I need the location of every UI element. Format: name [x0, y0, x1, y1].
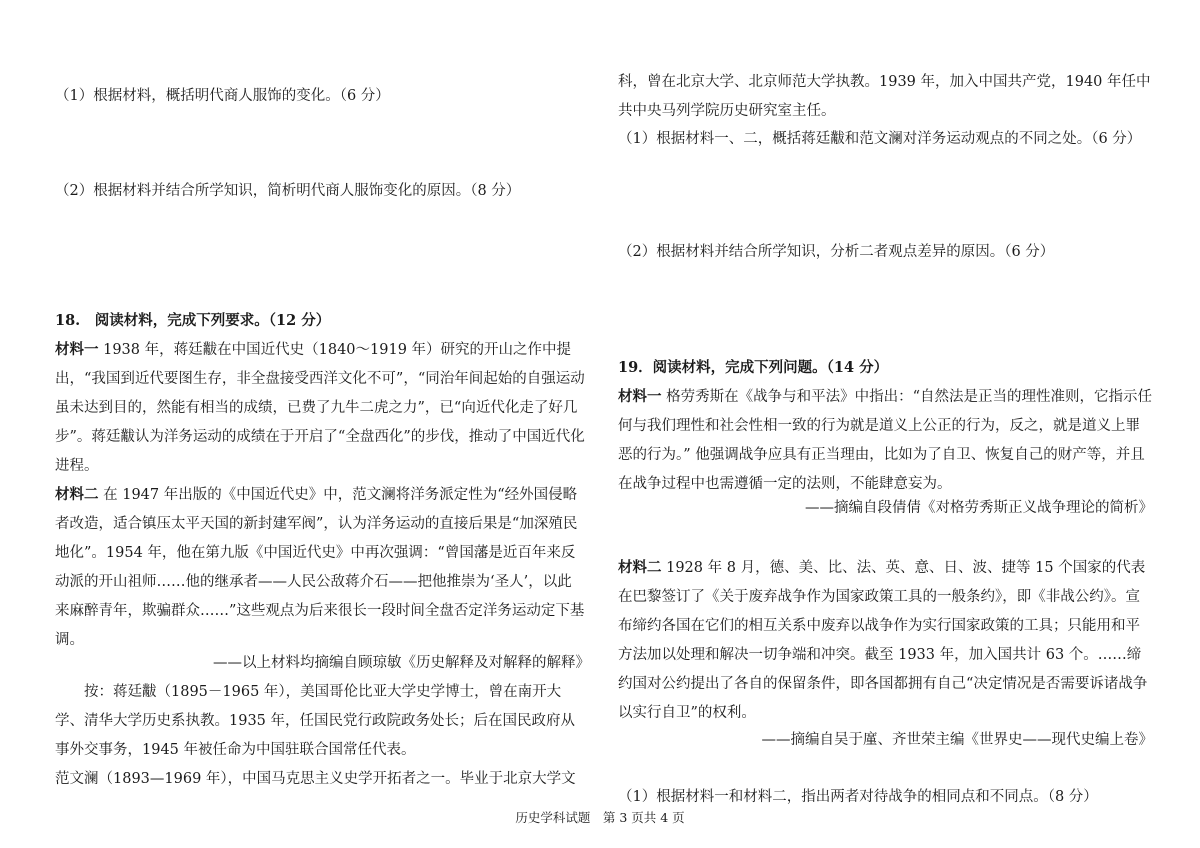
material-1: [55, 335, 585, 481]
question-18-2: （2）根据材料并结合所学知识，分析二者观点差异的原因。（6 分）: [618, 244, 1055, 260]
material-2-text: 在 1947 年出版的《中国近代史》中，范文澜将洋务派定性为“经外国侵略者改造，适合镇压太平天国的新封建军阀”，认为洋务运动的直接后果是“加深殖民地化”。1954 年，他在第九版《中国近代史》中再次强调：“曾国藩是近百年来反动派的开山祖师……他的继承者——人民公敌蒋介石——把他推崇为‘圣人’，以此来麻醉青年，欺骗群众……”这些观点为后来很长一段时间全盘否定洋务运动定下基调。: [55, 487, 585, 648]
question-18-title: 18. 阅读材料，完成下列要求。（12 分）: [55, 312, 331, 329]
material-1-text: 1938 年，蒋廷黻在中国近代史（1840～1919 年）研究的开山之作中提出，“我国到近代要图生存，非全盘接受西洋文化不可”，“同治年间起始的自强运动虽未达到目的，然能有相当的成绩，已费了九牛二虎之力”，已“向近代化走了好几步”。蒋廷黻认为洋务运动的成绩在于开启了“全盘西化”的步伐，推动了中国近代化进程。: [55, 342, 585, 474]
author-note: 按：蒋廷黻（1895－1965 年），美国哥伦比亚大学史学博士，曾在南开大学、清华大学历史系执教。1935 年，任国民党行政院政务处长；后在国民政府从事外交事务，1945 年被任命为中国驻联合国常任代表。: [55, 684, 576, 758]
material-2-label: 材料二: [55, 486, 99, 503]
question-19-title: 19．阅读材料，完成下列问题。（14 分）: [618, 359, 889, 376]
material-2-label: 材料二: [618, 559, 662, 576]
question-18-1: （1）根据材料一、二，概括蒋廷黻和范文澜对洋务运动观点的不同之处。（6 分）: [618, 131, 1142, 147]
fan-wenlan-bio-cont: 科，曾在北京大学、北京师范大学执教。1939 年，加入中国共产党，1940 年任中共中央马列学院历史研究室主任。: [618, 74, 1151, 119]
material-1-text: 格劳秀斯在《战争与和平法》中指出：“自然法是正当的理性准则，它指示任何与我们理性和社会性相一致的行为就是道义上公正的行为，反之，就是道义上罪恶的行为。” 他强调战争应具有正当理由，比如为了自卫、恢复自己的财产等，并且在战争过程中也需遵循一定的法则，不能肆意妄为。: [618, 389, 1153, 492]
fan-wenlan-bio: 范文澜（1893—1969 年），中国马克思主义史学开拓者之一。毕业于北京大学文: [55, 771, 576, 787]
material-2: [55, 480, 585, 655]
material-source: ——以上材料均摘编自顾琼敏《历史解释及对解释的解释》: [213, 655, 590, 671]
material-1-label: 材料一: [618, 388, 662, 405]
material-source-2: ——摘编自吴于廑、齐世荣主编《世界史——现代史编上卷》: [761, 732, 1153, 748]
page-footer: 历史学科试题 第 3 页共 4 页: [515, 810, 685, 825]
material-1-label: 材料一: [55, 341, 99, 358]
material-1: [618, 382, 1153, 499]
question-17-1: （1）根据材料，概括明代商人服饰的变化。（6 分）: [55, 88, 390, 104]
material-2-text: 1928 年 8 月，德、美、比、法、英、意、日、波、捷等 15 个国家的代表在巴黎签订了《关于废弃战争作为国家政策工具的一般条约》，即《非战公约》。宣布缔约各国在它们的相互关系中废弃以战争作为实行国家政策的工具；只能用和平方法加以处理和解决一切争端和冲突。截至 1933 年，加入国共计 63 个。……缔约国对公约提出了各自的保留条件，即各国都拥有自己“决定情况是否需要诉诸战争以实行自卫”的权利。: [618, 560, 1148, 721]
question-19-1: （1）根据材料一和材料二，指出两者对待战争的相同点和不同点。（8 分）: [618, 789, 1098, 805]
question-17-2: （2）根据材料并结合所学知识，简析明代商人服饰变化的原因。（8 分）: [55, 183, 521, 199]
material-2: [618, 553, 1153, 728]
material-source-1: ——摘编自段倩倩《对格劳秀斯正义战争理论的简析》: [805, 500, 1153, 516]
